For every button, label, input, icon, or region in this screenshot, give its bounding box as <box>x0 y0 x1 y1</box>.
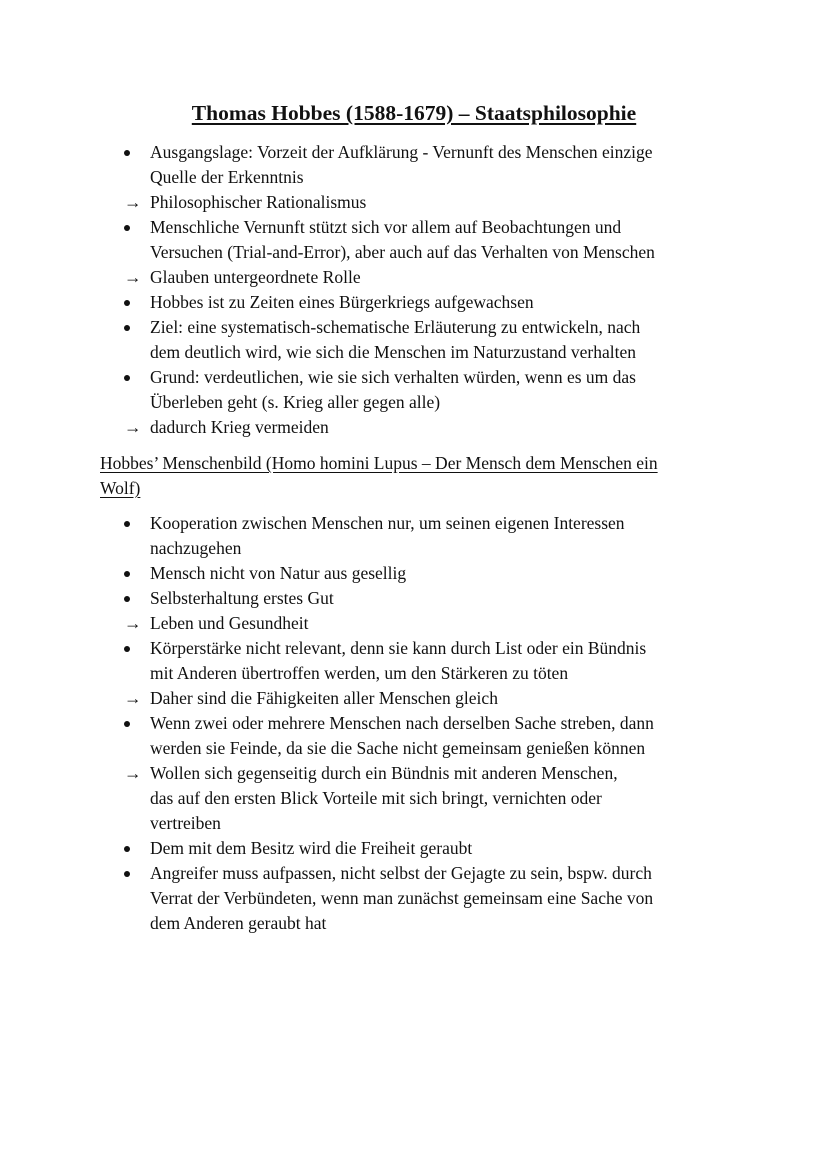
bullet-icon <box>124 596 130 602</box>
arrow-right-icon: → <box>124 192 142 212</box>
list-item: Körperstärke nicht relevant, denn sie kann durch List oder ein Bündnis mit Anderen übertroffen werden, um den Stärkeren zu töten <box>100 636 740 686</box>
page-title: Thomas Hobbes (1588-1679) – Staatsphilosophie <box>191 101 637 125</box>
bullet-icon <box>124 225 130 231</box>
bullet-icon <box>124 846 130 852</box>
bullet-icon <box>124 646 130 652</box>
list-item: Grund: verdeutlichen, wie sie sich verhalten würden, wenn es um das Überleben geht (s. Krieg aller gegen alle) <box>100 365 740 415</box>
list-item: Menschliche Vernunft stützt sich vor allem auf Beobachtungen und Versuchen (Trial-and-Error), aber auch auf das Verhalten von Menschen <box>100 215 740 265</box>
bullet-icon <box>124 150 130 156</box>
sub-item: → Wollen sich gegenseitig durch ein Bündnis mit anderen Menschen, das auf den ersten Blick Vorteile mit sich bringt, vernichten oder vertreiben <box>124 763 618 833</box>
bullet-icon <box>124 375 130 381</box>
bullet-icon <box>124 871 130 877</box>
list-item: Hobbes ist zu Zeiten eines Bürgerkriegs aufgewachsen <box>100 290 740 315</box>
sub-item: → Daher sind die Fähigkeiten aller Menschen gleich <box>50 686 740 711</box>
bullet-icon <box>124 721 130 727</box>
arrow-right-icon: → <box>124 613 142 633</box>
section-heading: Hobbes’ Menschenbild (Homo homini Lupus – Der Mensch dem Menschen ein Wolf) <box>100 453 658 498</box>
bullet-list-menschenbild <box>100 511 740 936</box>
list-item: Mensch nicht von Natur aus gesellig <box>100 561 740 586</box>
bullet-icon <box>124 571 130 577</box>
bullet-list-intro <box>100 140 740 440</box>
sub-item: → dadurch Krieg vermeiden <box>50 415 740 440</box>
arrow-right-icon: → <box>124 267 142 287</box>
bullet-icon <box>124 521 130 527</box>
arrow-right-icon: → <box>124 763 142 783</box>
arrow-right-icon: → <box>124 417 142 437</box>
bullet-icon <box>124 300 130 306</box>
sub-item: → Philosophischer Rationalismus <box>50 190 740 215</box>
list-item: Angreifer muss aufpassen, nicht selbst der Gejagte zu sein, bspw. durch Verrat der Verbündeten, wenn man zunächst gemeinsam eine Sache von dem Anderen geraubt hat <box>100 861 740 936</box>
list-item: Wenn zwei oder mehrere Menschen nach derselben Sache streben, dann werden sie Feinde, da sie die Sache nicht gemeinsam genießen können <box>100 711 740 761</box>
list-item: Dem mit dem Besitz wird die Freiheit geraubt <box>100 836 740 861</box>
bullet-icon <box>124 325 130 331</box>
list-item: Ziel: eine systematisch-schematische Erläuterung zu entwickeln, nach dem deutlich wird, wie sich die Menschen im Naturzustand verhalten <box>100 315 740 365</box>
list-item: Selbsterhaltung erstes Gut <box>100 586 740 611</box>
list-item: Ausgangslage: Vorzeit der Aufklärung - Vernunft des Menschen einzige Quelle der Erkenntnis <box>100 140 740 190</box>
sub-item: → Glauben untergeordnete Rolle <box>50 265 740 290</box>
sub-item: → Leben und Gesundheit <box>50 611 740 636</box>
list-item: Kooperation zwischen Menschen nur, um seinen eigenen Interessen nachzugehen <box>100 511 740 561</box>
arrow-right-icon: → <box>124 688 142 708</box>
